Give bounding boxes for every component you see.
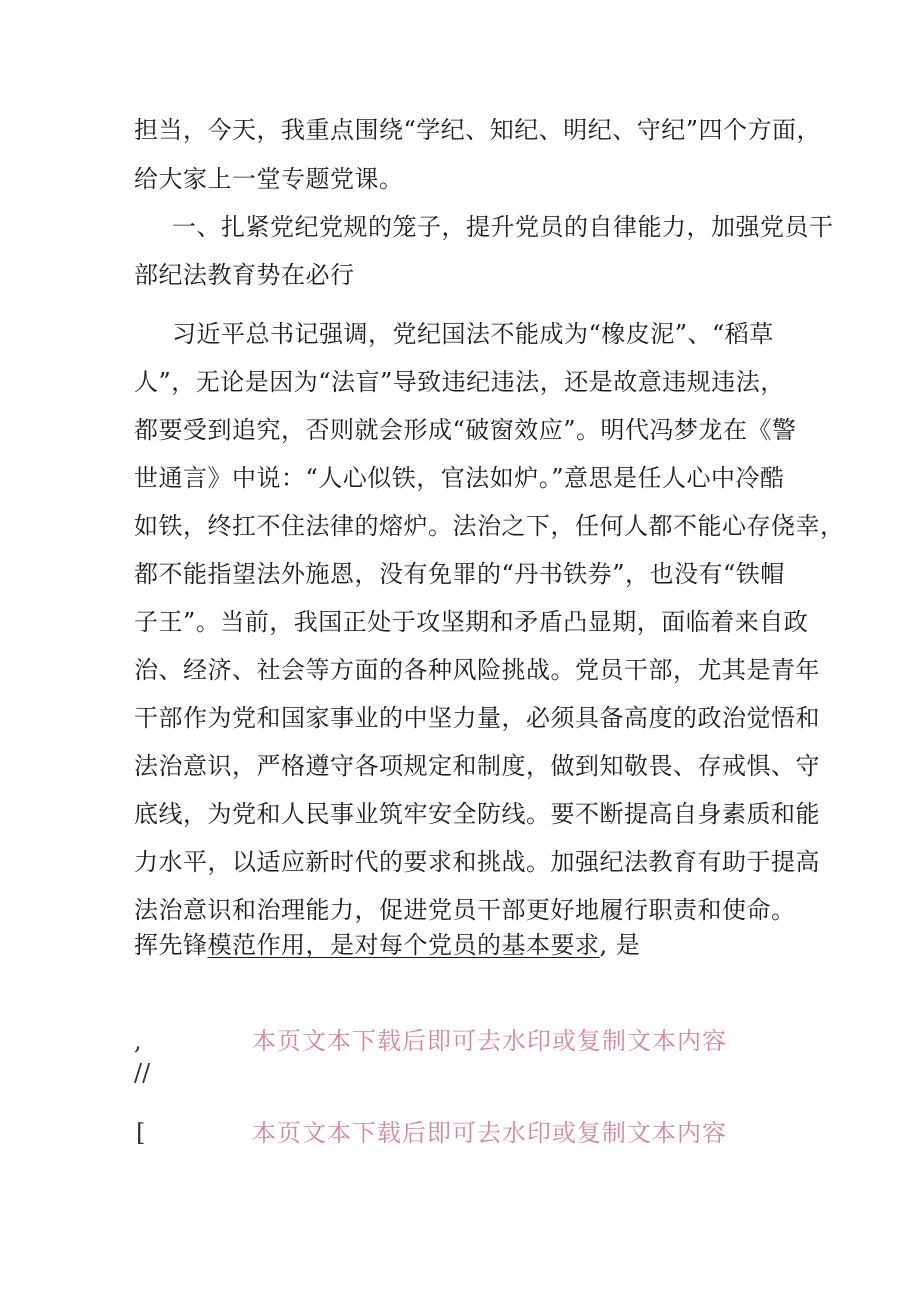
section-heading-line-2: 部纪法教育势在必行	[134, 261, 355, 289]
body-line-3: 都要受到追究，否则就会形成“破窗效应”。明代冯梦龙在《警	[134, 416, 797, 444]
section-heading-line-1: 一、扎紧党纪党规的笼子，提升党员的自律能力，加强党员干	[172, 213, 834, 241]
body-line-7: 子王”。当前，我国正处于攻坚期和矛盾凸显期，面临着来自政	[134, 608, 809, 636]
body-line-5: 如铁，终扛不住法律的熔炉。法治之下，任何人都不能心存侥幸，	[134, 512, 845, 540]
fragment-underlined: 模范作用，是对每个党员的基本要求	[207, 931, 600, 959]
fragment-suffix: , 是	[599, 931, 641, 959]
watermark-notice-2: 本页文本下载后即可去水印或复制文本内容	[252, 1119, 727, 1147]
body-line-10: 法治意识，严格遵守各项规定和制度，做到知敬畏、存戒惧、守	[134, 752, 820, 780]
body-line-2: 人”，无论是因为“法盲”导致违纪违法，还是故意违规违法，	[134, 368, 785, 396]
body-line-11: 底线，为党和人民事业筑牢安全防线。要不断提高自身素质和能	[134, 800, 820, 828]
body-line-9: 干部作为党和国家事业的中坚力量，必须具备高度的政治觉悟和	[134, 704, 820, 732]
body-line-4: 世通言》中说：“人心似铁，官法如炉。”意思是任人心中冷酷	[134, 464, 785, 492]
intro-line-1: 担当，今天，我重点围绕“学纪、知纪、明纪、守纪”四个方面，	[134, 116, 822, 144]
intro-line-2: 给大家上一堂专题党课。	[134, 165, 404, 193]
watermark-1-mark: ,	[134, 1027, 142, 1055]
body-line-13: 法治意识和治理能力，促进党员干部更好地履行职责和使命。	[134, 896, 796, 924]
watermark-1-slashes: //	[134, 1059, 151, 1087]
watermark-notice-1: 本页文本下载后即可去水印或复制文本内容	[252, 1027, 727, 1055]
fragment-line	[134, 930, 640, 960]
body-line-6: 都不能指望法外施恩，没有免罪的“丹书铁券”，也没有“铁帽	[134, 560, 785, 588]
body-line-8: 治、经济、社会等方面的各种风险挑战。党员干部，尤其是青年	[134, 656, 820, 684]
fragment-prefix: 挥先锋	[134, 931, 208, 959]
watermark-2-mark: [	[136, 1119, 146, 1147]
body-line-1: 习近平总书记强调，党纪国法不能成为“橡皮泥”、“稻草	[172, 320, 774, 348]
body-line-12: 力水平，以适应新时代的要求和挑战。加强纪法教育有助于提高	[134, 848, 820, 876]
